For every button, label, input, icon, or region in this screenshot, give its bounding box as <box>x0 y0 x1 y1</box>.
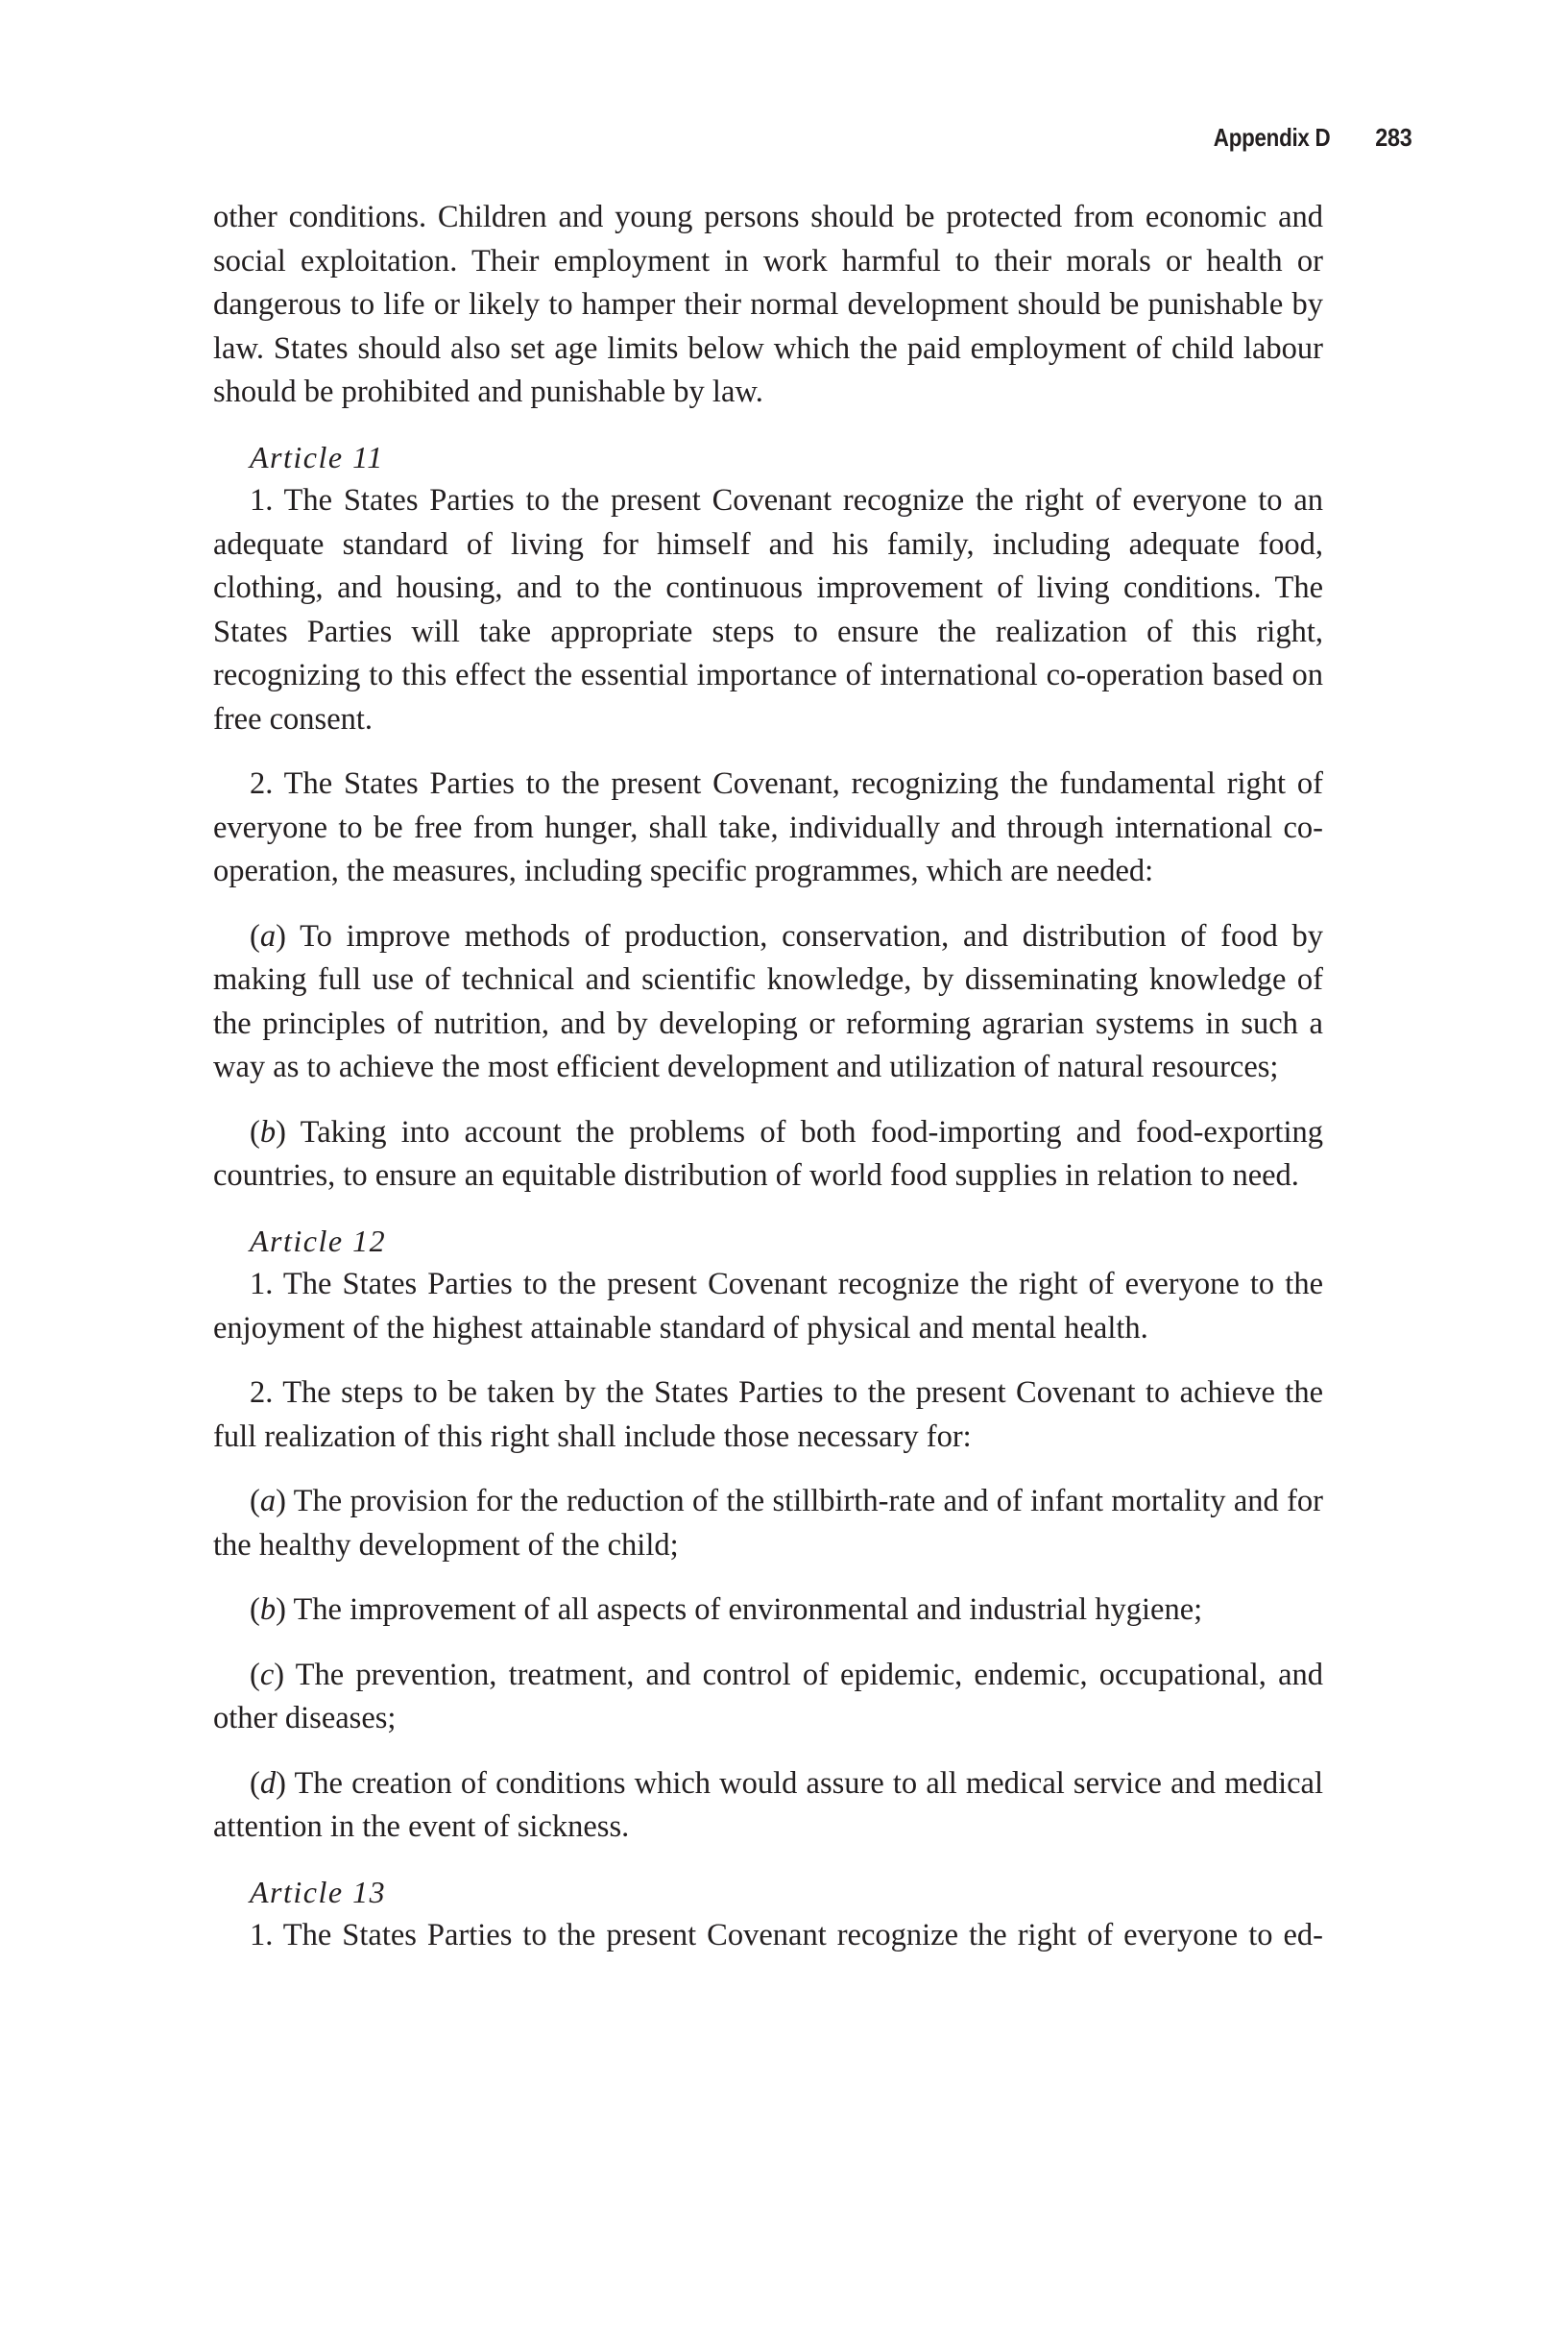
article-12-item-d: (d) The creation of conditions which would assure to all medical service and medical attention in the event of sickness. <box>213 1765 1323 1844</box>
section-title: Appendix D <box>1213 123 1331 152</box>
item-text: The prevention, treatment, and control of epidemic, endemic, occupational, and other diseases; <box>213 1657 1323 1735</box>
article-12-item-b: (b) The improvement of all aspects of environmental and industrial hygiene; <box>250 1592 1203 1627</box>
item-label: a <box>259 1484 277 1518</box>
item-label: a <box>259 918 277 954</box>
article-13-paragraph-1: 1. The States Parties to the present Covenant recognize the right of everyone to ed- <box>250 1918 1323 1952</box>
page-number: 283 <box>1374 123 1411 152</box>
item-text: The provision for the reduction of the stillbirth-rate and of infant mortality and for the healthy development of the child; <box>213 1484 1323 1563</box>
article-11-item-b: (b) Taking into account the problems of both food-importing and food-exporting countries, to ensure an equitable distribution of world food supplies in relation to need. <box>213 1114 1323 1193</box>
article-12-heading: Article 12 <box>250 1223 387 1258</box>
article-11-paragraph-1: 1. The States Parties to the present Covenant recognize the right of everyone to an adequate standard of living for himself and his family, including adequate food, clothing, and housing, and to the continuous improvement of living conditions. The States Parties will take appropriate steps to ensure the realization of this right, recognizing to this effect the essential importance of international co-operation based on free consent. <box>213 483 1323 737</box>
item-label: b <box>259 1592 277 1627</box>
article-11-paragraph-2: 2. The States Parties to the present Covenant, recognizing the fundamental right of everyone to be free from hunger, shall take, individually and through international co-operation, the measures, including specific programmes, which are needed: <box>213 766 1323 888</box>
article-11-item-a: (a) To improve methods of production, conservation, and distribution of food by making full use of technical and scientific knowledge, by disseminating knowledge of the principles of nutrition, and by developing or reforming agrarian systems in such a way as to achieve the most efficient development and utilization of natural resources; <box>213 918 1323 1084</box>
article-12-paragraph-1: 1. The States Parties to the present Covenant recognize the right of everyone to the enjoyment of the highest attainable standard of physical and mental health. <box>213 1267 1323 1346</box>
article-12-item-c: (c) The prevention, treatment, and control of epidemic, endemic, occupational, and other diseases; <box>213 1657 1323 1735</box>
item-text: The creation of conditions which would assure to all medical service and medical attention in the event of sickness. <box>213 1765 1323 1844</box>
item-label: b <box>259 1114 277 1150</box>
body-text <box>213 196 1323 1958</box>
article-12-paragraph-2: 2. The steps to be taken by the States Parties to the present Covenant to achieve the full realization of this right shall include those necessary for: <box>213 1375 1323 1454</box>
item-text: Taking into account the problems of both food-importing and food-exporting countries, to ensure an equitable distribution of world food supplies in relation to need. <box>213 1114 1323 1193</box>
article-12-item-a: (a) The provision for the reduction of the stillbirth-rate and of infant mortality and for the healthy development of the child; <box>213 1484 1323 1563</box>
article-13-heading: Article 13 <box>250 1874 387 1909</box>
article-11-heading: Article 11 <box>250 439 384 474</box>
running-header <box>1194 123 1411 153</box>
item-label: c <box>259 1657 275 1692</box>
item-text: The improvement of all aspects of environmental and industrial hygiene; <box>293 1592 1203 1627</box>
continuation-paragraph: other conditions. Children and young persons should be protected from economic and social exploitation. Their employment in work harmful to their morals or health or dangerous to life or likely to hamper their normal development should be punishable by law. States should also set age limits below which the paid employment of child labour should be prohibited and punishable by law. <box>213 200 1323 409</box>
item-label: d <box>259 1765 277 1801</box>
item-text: To improve methods of production, conservation, and distribution of food by making full use of technical and scientific knowledge, by disseminating knowledge of the principles of nutrition, and by developing or reforming agrarian systems in such a way as to achieve the most efficient development and utilization of natural resources; <box>213 918 1323 1084</box>
